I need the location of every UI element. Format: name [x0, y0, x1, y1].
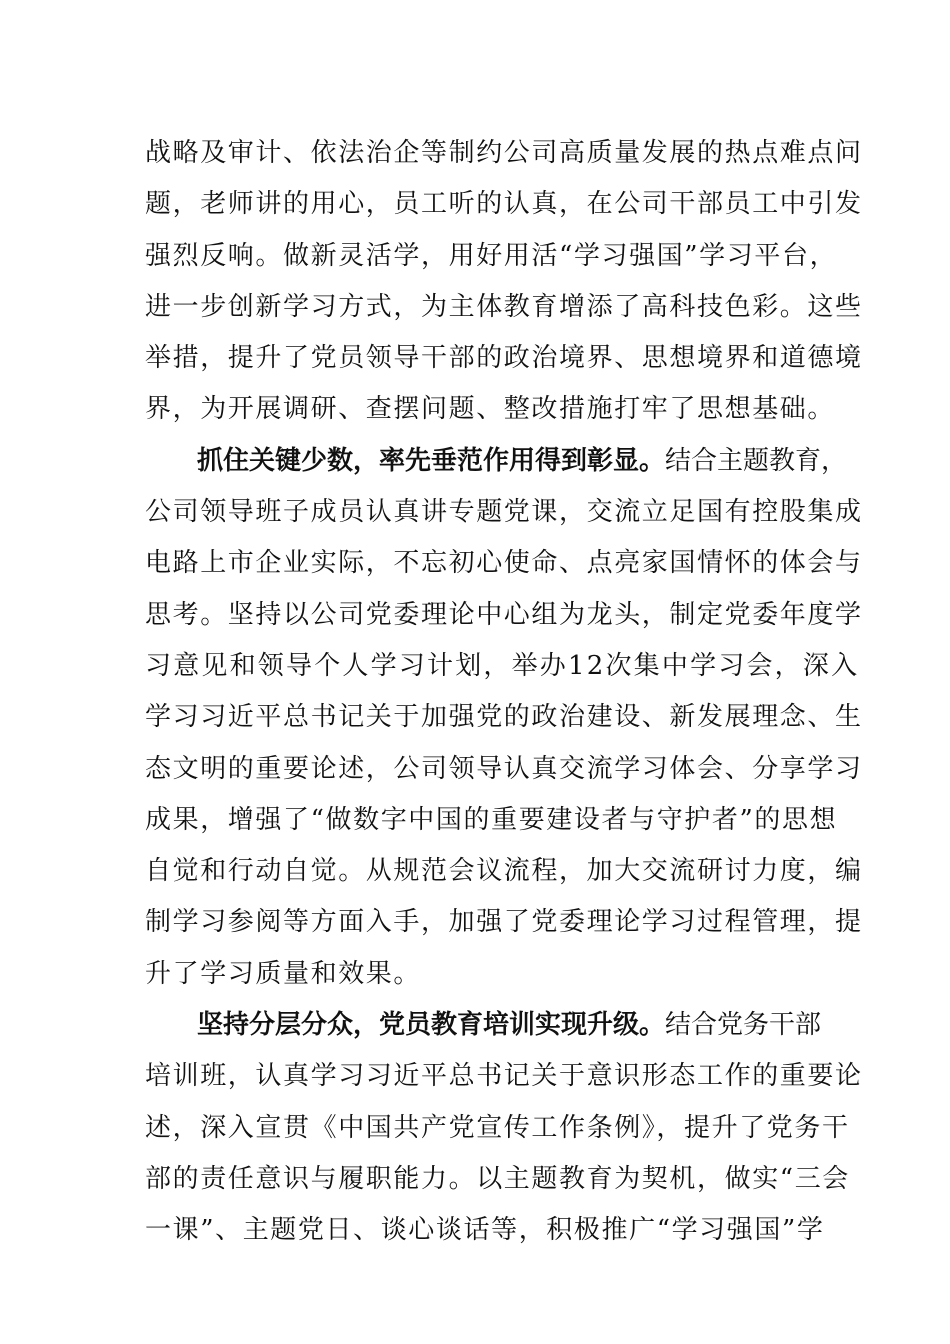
paragraph2-line-8: 自觉和行动自觉。从规范会议流程，加大交流研讨力度，编 [145, 856, 863, 887]
paragraph3-line-1: 培训班，认真学习习近平总书记关于意识形态工作的重要论 [145, 1061, 863, 1092]
paragraph2-line-1: 公司领导班子成员认真讲专题党课，交流立足国有控股集成 [145, 497, 863, 528]
paragraph2-line-9: 制学习参阅等方面入手，加强了党委理论学习过程管理，提 [145, 907, 863, 938]
paragraph2-heading: 抓住关键少数，率先垂范作用得到彰显。 [197, 445, 666, 476]
paragraph3-line-3: 部的责任意识与履职能力。以主题教育为契机，做实“三会 [145, 1163, 850, 1194]
paragraph1-line-3: 强烈反响。做新灵活学，用好用活“学习强国”学习平台， [145, 240, 838, 271]
paragraph1-line-6: 界，为开展调研、查摆问题、整改措施打牢了思想基础。 [145, 394, 836, 425]
paragraph1-line-5: 举措，提升了党员领导干部的政治境界、思想境界和道德境 [145, 343, 863, 374]
paragraph2-first-line [145, 436, 848, 487]
paragraph2-line-5: 学习习近平总书记关于加强党的政治建设、新发展理念、生 [145, 702, 863, 733]
paragraph2-line-10: 升了学习质量和效果。 [145, 958, 422, 989]
paragraph3-line-2: 述，深入宣贯《中国共产党宣传工作条例》，提升了党务干 [145, 1112, 850, 1143]
paragraph3-heading: 坚持分层分众，党员教育培训实现升级。 [197, 1010, 666, 1041]
paragraph2-line-2: 电路上市企业实际，不忘初心使命、点亮家国情怀的体会与 [145, 548, 863, 579]
paragraph1-line-4: 进一步创新学习方式，为主体教育增添了高科技色彩。这些 [145, 291, 863, 322]
paragraph3-first-line-rest: 结合党务干部 [665, 1010, 822, 1041]
paragraph2-line-4: 习意见和领导个人学习计划，举办12次集中学习会，深入 [145, 650, 860, 681]
paragraph3-first-line [145, 1000, 835, 1051]
paragraph2-line-3: 思考。坚持以公司党委理论中心组为龙头，制定党委年度学 [145, 599, 863, 630]
paragraph1-line-1: 战略及审计、依法治企等制约公司高质量发展的热点难点问 [145, 138, 863, 168]
paragraph2-line-7: 成果，增强了“做数字中国的重要建设者与守护者”的思想 [145, 804, 838, 835]
paragraph2-line-6: 态文明的重要论述，公司领导认真交流学习体会、分享学习 [145, 753, 863, 784]
paragraph2-first-line-rest: 结合主题教育， [665, 445, 848, 476]
document-body [145, 128, 863, 1257]
paragraph3-line-4: 一课”、主题党日、谈心谈话等，积极推广“学习强国”学 [145, 1215, 825, 1246]
paragraph1-line-2: 题，老师讲的用心，员工听的认真，在公司干部员工中引发 [145, 189, 863, 220]
